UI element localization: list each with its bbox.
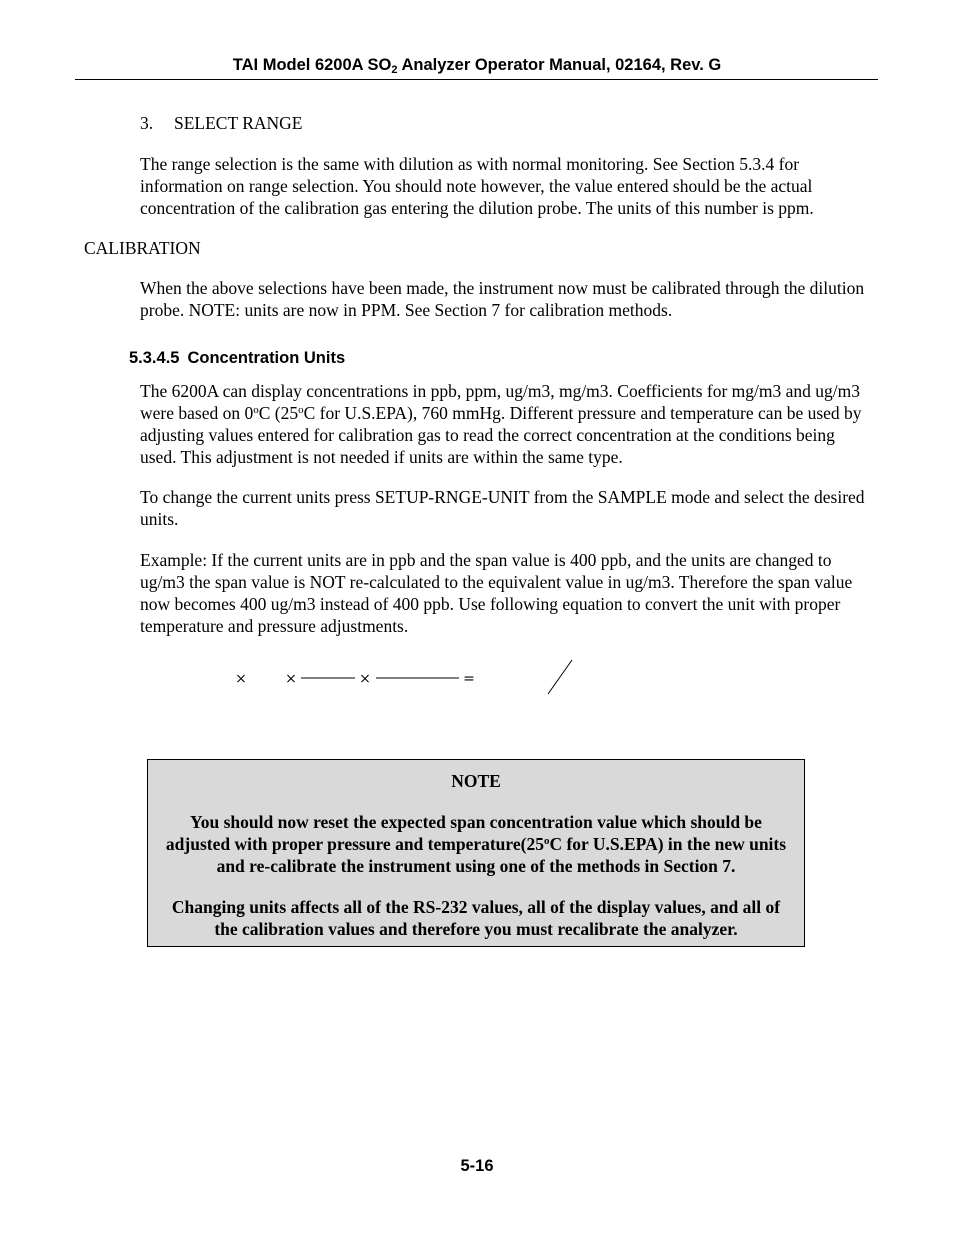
example-paragraph: Example: If the current units are in ppb and the span value is 400 ppb, and the units are changed to ug/m3 the span value is NOT re-calculated to the equivalent value in ug/m3. Therefore the span value now becomes 400 ug/m3 instead of 400 ppb. Use following equation to convert the unit with proper temperature and pressure adjustments. bbox=[140, 550, 853, 636]
section-number: 5.3.4.5 bbox=[129, 349, 180, 367]
calibration-paragraph: When the above selections have been made, the instrument now must be calibrated through the dilution probe. NOTE: units are now in PPM. See Section 7 for calibration methods. bbox=[140, 278, 865, 320]
step-select-range bbox=[140, 113, 303, 134]
header-rule bbox=[75, 79, 878, 80]
header-title-prefix: TAI Model 6200A SO bbox=[232, 56, 392, 74]
section-heading bbox=[129, 349, 345, 368]
step-number: 3. bbox=[140, 113, 154, 133]
range-paragraph: The range selection is the same with dilution as with normal monitoring. See Section 5.3.4 for information on range selection. You should note however, the value entered should be the actual concentration of the calibration gas entering the dilution probe. The units of this number is ppm. bbox=[140, 154, 814, 218]
equation-times-3: × bbox=[359, 671, 371, 687]
calibration-heading: CALIBRATION bbox=[84, 238, 201, 258]
section-title: Concentration Units bbox=[187, 349, 346, 367]
note-text-2: C for U.S.EPA) in the new units and re-calibrate the instrument using one of the methods in Section 7. bbox=[216, 834, 787, 876]
equation-times-1: × bbox=[235, 671, 247, 687]
degree-superscript: o bbox=[543, 835, 550, 847]
note-paragraph-changing-units: Changing units affects all of the RS-232 values, all of the display values, and all of the calibration values and therefore you must recalibrate the analyzer. bbox=[171, 897, 781, 939]
change-units-paragraph: To change the current units press SETUP-RNGE-UNIT from the SAMPLE mode and select the desired units. bbox=[140, 487, 865, 529]
conversion-equation bbox=[0, 655, 954, 700]
page-header-title bbox=[0, 56, 954, 76]
units-text-3: C for U.S.EPA), 760 mmHg. Different pressure and temperature can be used by adjusting values entered for calibration gas to read the correct concentration at the conditions being used. This adjustment is not needed if units are within the same type. bbox=[140, 403, 862, 467]
equation-equals: = bbox=[463, 671, 475, 687]
step-label: SELECT RANGE bbox=[174, 113, 303, 133]
note-title: NOTE bbox=[451, 771, 501, 791]
header-title-suffix: Analyzer Operator Manual, 02164, Rev. G bbox=[397, 56, 722, 74]
header-title-subscript: 2 bbox=[391, 64, 398, 76]
degree-superscript: o bbox=[298, 404, 304, 416]
page-number: 5-16 bbox=[460, 1157, 494, 1175]
equation-times-2: × bbox=[285, 671, 297, 687]
degree-superscript: o bbox=[253, 404, 259, 416]
units-text-2: C (25 bbox=[258, 403, 299, 423]
note-paragraph-reset bbox=[160, 811, 792, 877]
note-text-1: You should now reset the expected span concentration value which should be adjusted with proper pressure and temperature(25 bbox=[165, 812, 762, 854]
concentration-units-paragraph bbox=[140, 380, 865, 468]
units-text-1: The 6200A can display concentrations in ppb, ppm, ug/m3, mg/m3. Coefficients for mg/m3 and ug/m3 were based on 0 bbox=[140, 381, 860, 423]
note-box bbox=[147, 759, 805, 947]
equation-slash bbox=[548, 660, 572, 694]
